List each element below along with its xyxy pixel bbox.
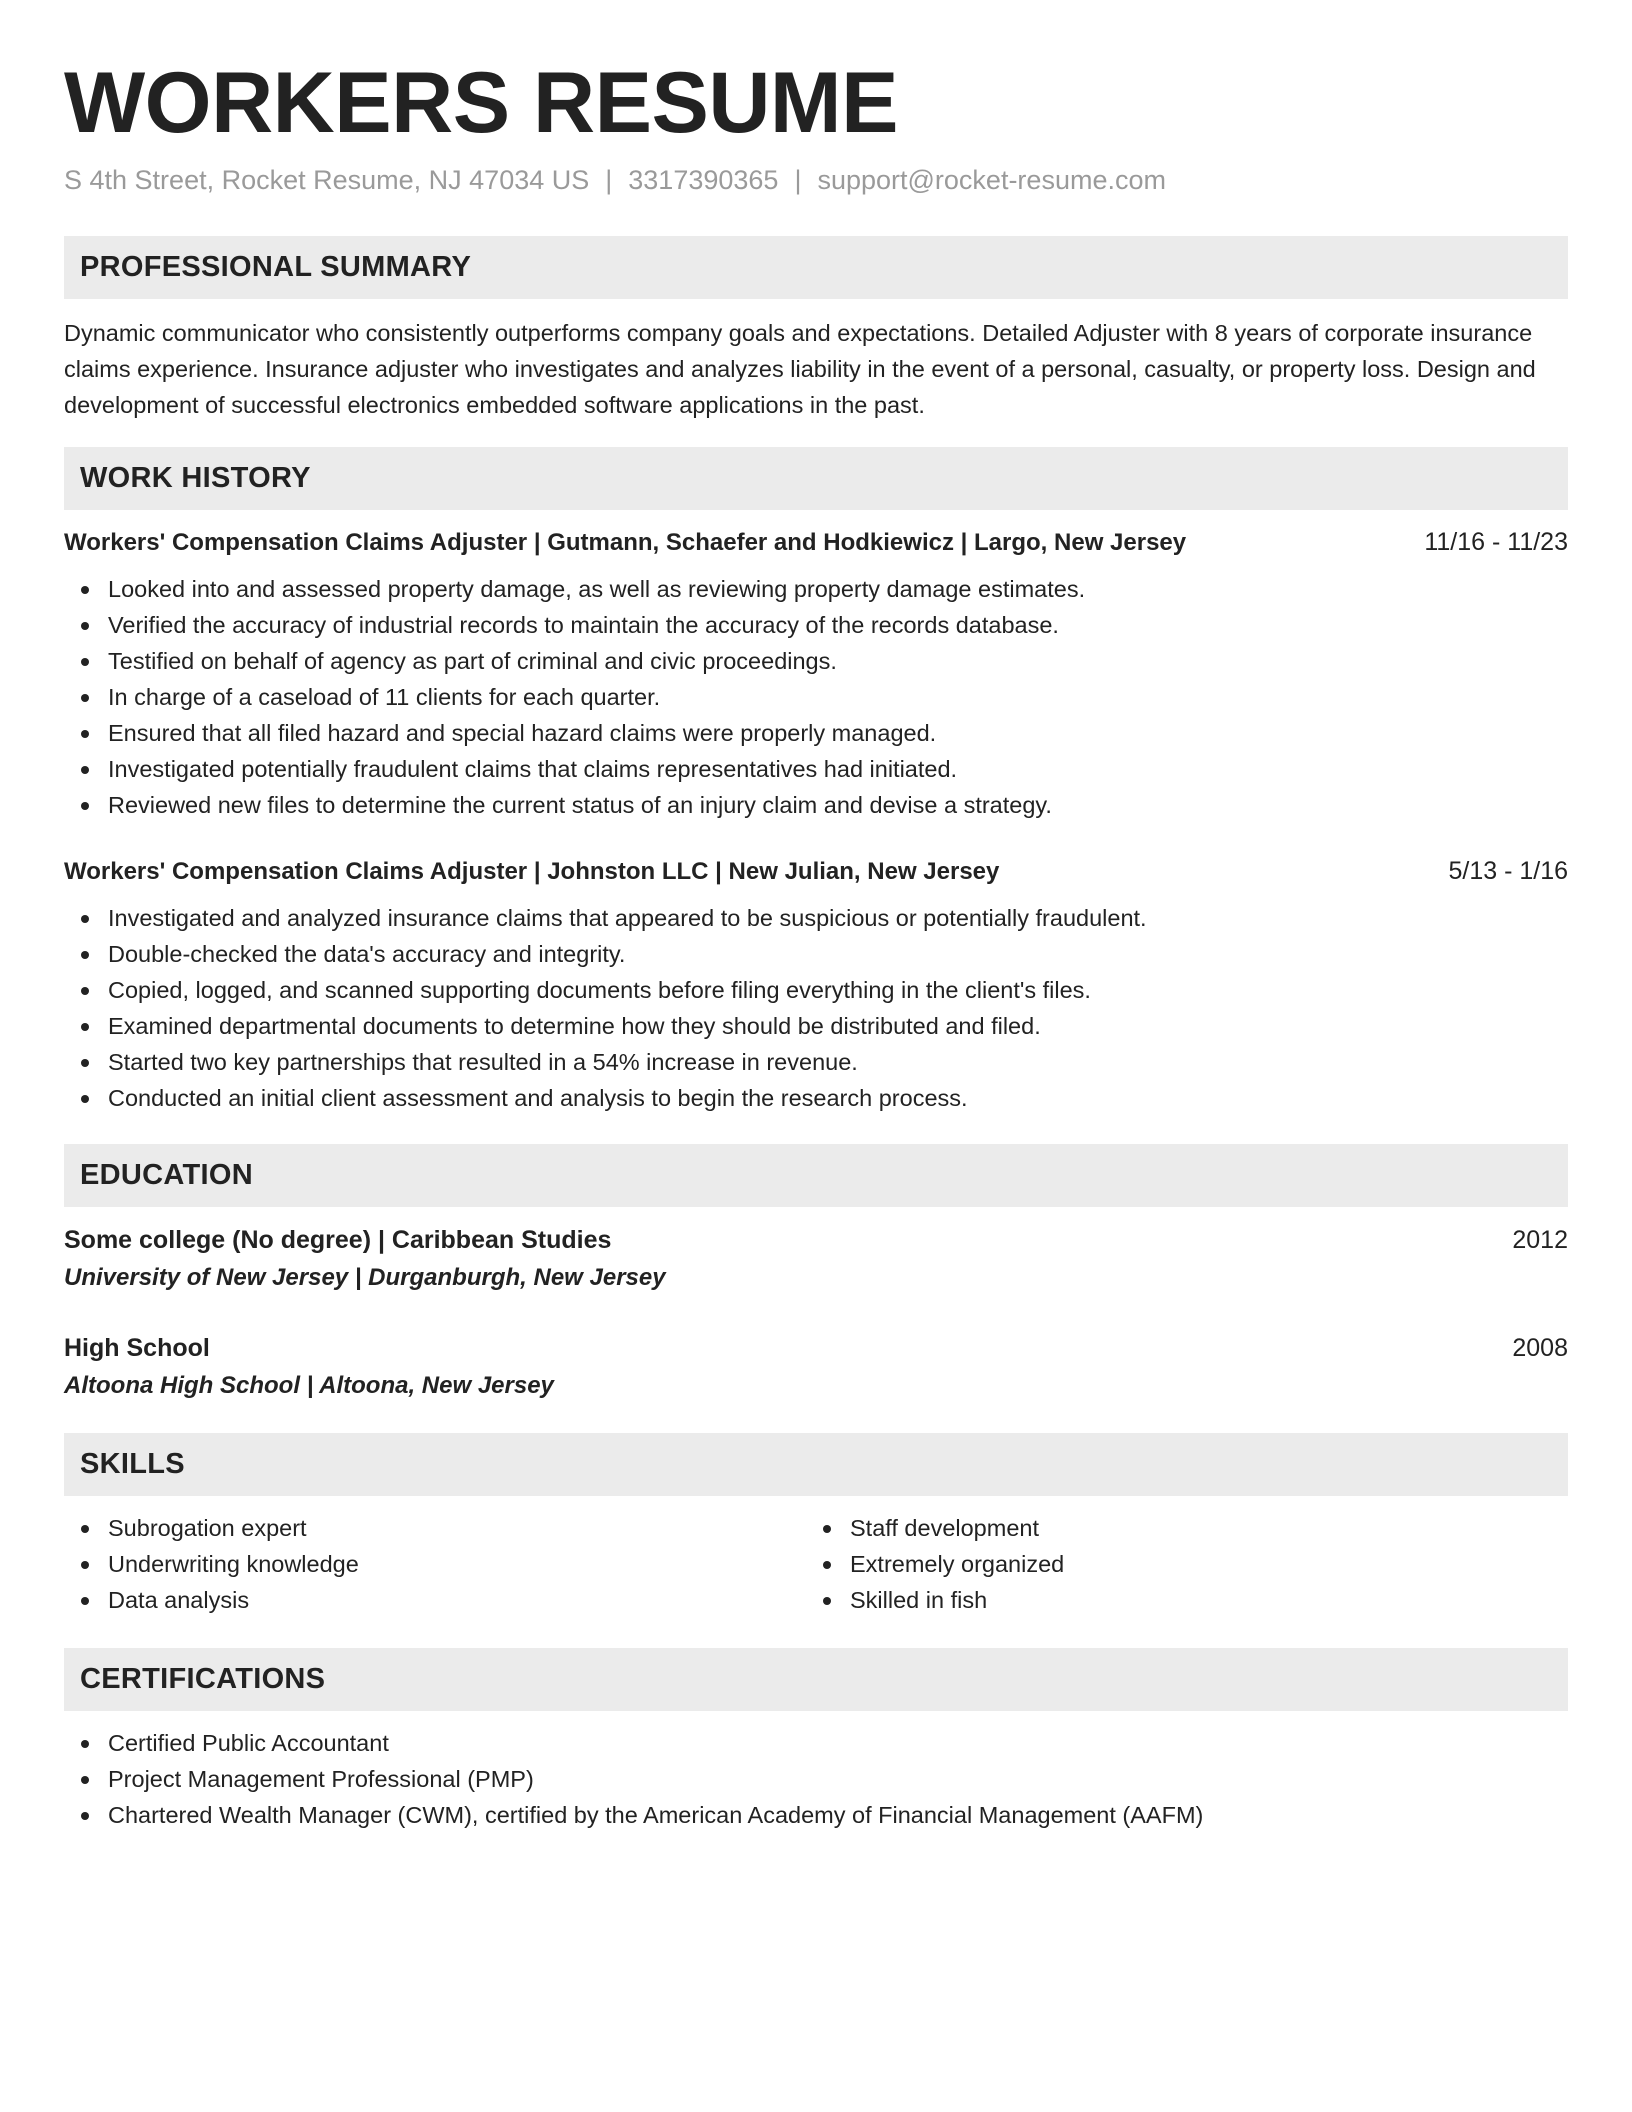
- certification-item: Certified Public Accountant: [64, 1725, 1568, 1761]
- education-degree: High School: [64, 1334, 210, 1363]
- education-header: [64, 1329, 1568, 1367]
- skill-item: Skilled in fish: [806, 1582, 1548, 1618]
- job-bullet: Conducted an initial client assessment and analysis to begin the research process.: [64, 1080, 1568, 1116]
- education-header: [64, 1221, 1568, 1259]
- education-year: 2008: [1512, 1334, 1568, 1363]
- job-bullet: Started two key partnerships that resulted in a 54% increase in revenue.: [64, 1044, 1568, 1080]
- job-header: [64, 853, 1568, 890]
- certifications-list: [64, 1725, 1568, 1833]
- section-heading-skills: SKILLS: [64, 1433, 1568, 1496]
- summary-text: Dynamic communicator who consistently outperforms company goals and expectations. Detailed Adjuster with 8 years of corporate insurance claims experience. Insurance adjuster who investigates and analyzes liability in the event of a personal, casualty, or property loss. Design and development of successful electronics embedded software applications in the past.: [64, 320, 1536, 419]
- education-entry: [64, 1221, 1568, 1297]
- job-title: Workers' Compensation Claims Adjuster | Gutmann, Schaefer and Hodkiewicz | Largo, New Jersey: [64, 529, 1187, 557]
- education-entry: [64, 1329, 1568, 1405]
- job-bullet: Reviewed new files to determine the current status of an injury claim and devise a strategy.: [64, 787, 1568, 823]
- education-school: University of New Jersey | Durganburgh, New Jersey: [64, 1264, 666, 1292]
- section-heading-education: EDUCATION: [64, 1144, 1568, 1207]
- job-bullets: [64, 571, 1568, 823]
- section-heading-summary: PROFESSIONAL SUMMARY: [64, 236, 1568, 299]
- section-heading-work-history: WORK HISTORY: [64, 447, 1568, 510]
- job-bullet: In charge of a caseload of 11 clients for each quarter.: [64, 679, 1568, 715]
- job-entry: [64, 853, 1568, 1116]
- education-school: Altoona High School | Altoona, New Jersey: [64, 1372, 554, 1400]
- job-bullet: Examined departmental documents to determine how they should be distributed and filed.: [64, 1008, 1568, 1044]
- contact-email: support@rocket-resume.com: [817, 165, 1166, 196]
- skill-item: Staff development: [806, 1510, 1548, 1546]
- job-bullet: Investigated and analyzed insurance claims that appeared to be suspicious or potentially fraudulent.: [64, 900, 1568, 936]
- section-heading-certifications: CERTIFICATIONS: [64, 1648, 1568, 1711]
- skill-item: Data analysis: [64, 1582, 806, 1618]
- skill-item: Underwriting knowledge: [64, 1546, 806, 1582]
- skills-grid: [64, 1510, 1568, 1618]
- job-bullet: Testified on behalf of agency as part of criminal and civic proceedings.: [64, 643, 1568, 679]
- contact-separator: |: [605, 165, 613, 196]
- certification-item: Project Management Professional (PMP): [64, 1761, 1568, 1797]
- job-dates: 11/16 - 11/23: [1424, 528, 1568, 557]
- job-bullets: [64, 900, 1568, 1116]
- job-bullet: Ensured that all filed hazard and special hazard claims were properly managed.: [64, 715, 1568, 751]
- job-entry: [64, 524, 1568, 823]
- job-bullet: Verified the accuracy of industrial records to maintain the accuracy of the records database.: [64, 607, 1568, 643]
- skills-column-right: [806, 1510, 1548, 1618]
- resume-name: WORKERS RESUME: [64, 55, 898, 151]
- job-header: [64, 524, 1568, 561]
- job-dates: 5/13 - 1/16: [1448, 857, 1568, 886]
- education-degree: Some college (No degree) | Caribbean Studies: [64, 1226, 612, 1255]
- certification-item: Chartered Wealth Manager (CWM), certified by the American Academy of Financial Management (AAFM): [64, 1797, 1568, 1833]
- contact-separator: |: [794, 165, 802, 196]
- contact-address: S 4th Street, Rocket Resume, NJ 47034 US: [64, 165, 590, 196]
- job-bullet: Double-checked the data's accuracy and integrity.: [64, 936, 1568, 972]
- skill-item: Subrogation expert: [64, 1510, 806, 1546]
- job-bullet: Copied, logged, and scanned supporting documents before filing everything in the client's files.: [64, 972, 1568, 1008]
- education-year: 2012: [1512, 1226, 1568, 1255]
- contact-phone: 3317390365: [628, 165, 779, 196]
- contact-line: [64, 163, 1568, 198]
- job-bullet: Looked into and assessed property damage, as well as reviewing property damage estimates.: [64, 571, 1568, 607]
- job-title: Workers' Compensation Claims Adjuster | Johnston LLC | New Julian, New Jersey: [64, 858, 1000, 886]
- skills-column-left: [64, 1510, 806, 1618]
- job-bullet: Investigated potentially fraudulent claims that claims representatives had initiated.: [64, 751, 1568, 787]
- skill-item: Extremely organized: [806, 1546, 1548, 1582]
- resume-page: [64, 0, 1568, 1833]
